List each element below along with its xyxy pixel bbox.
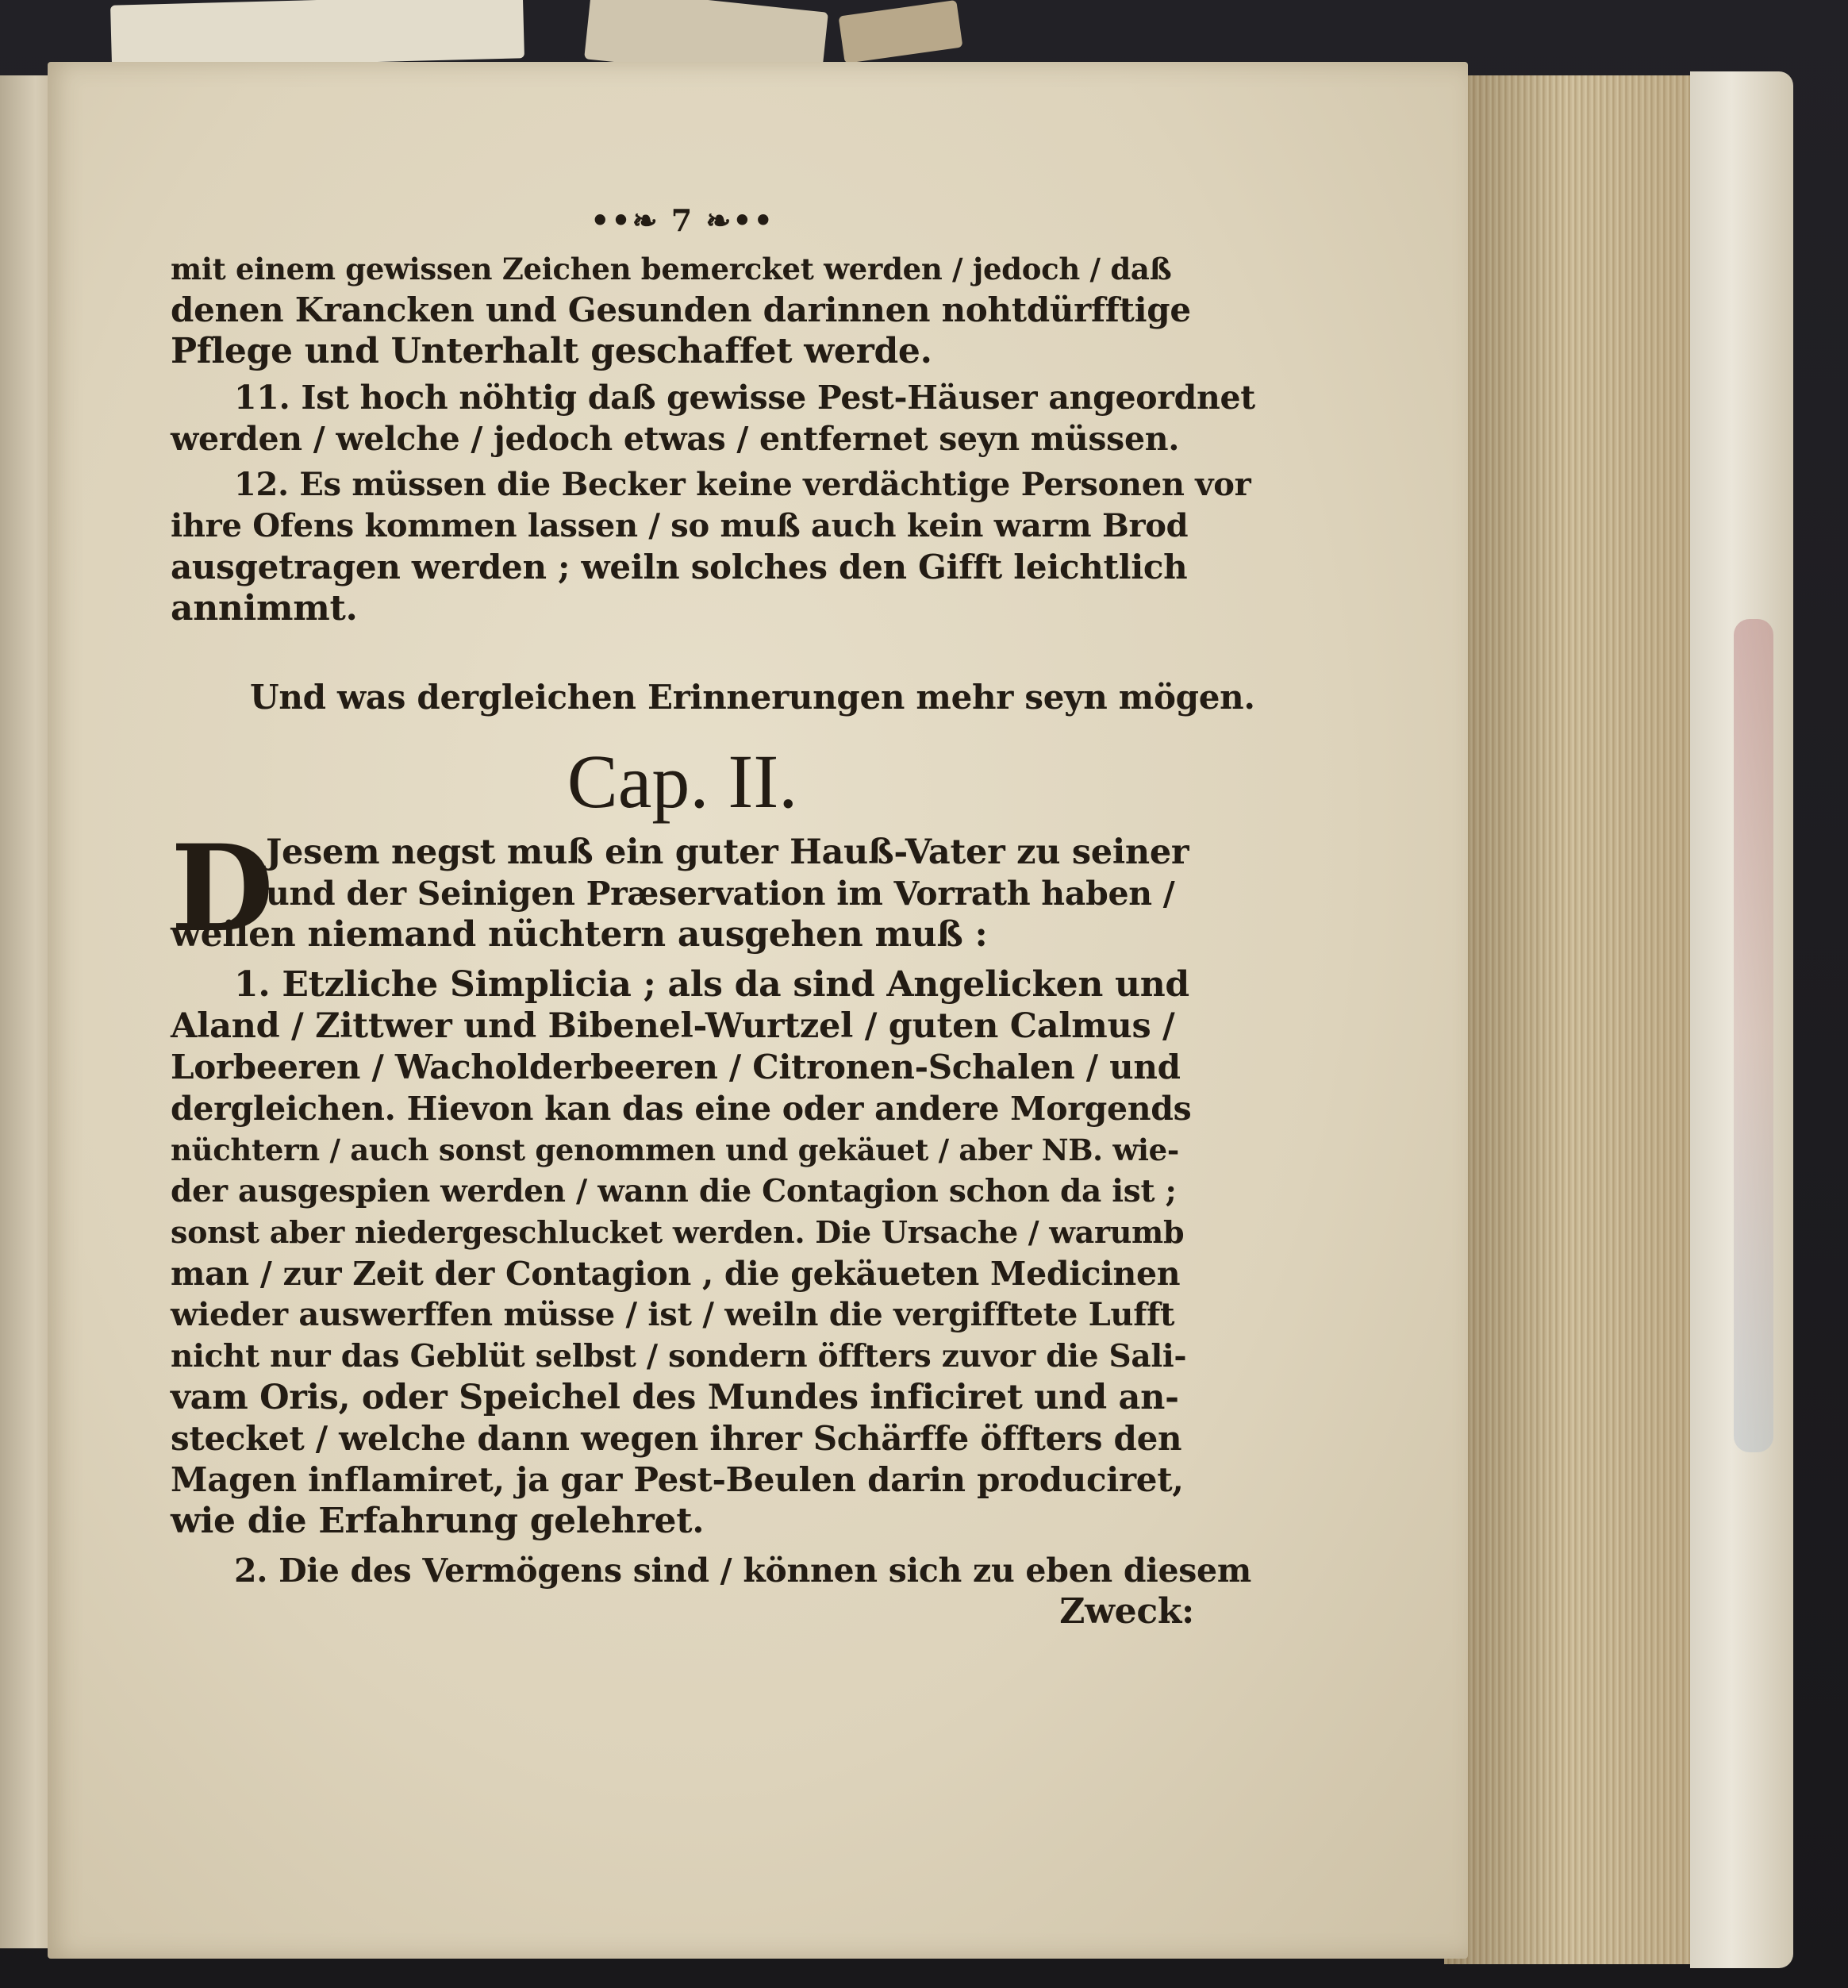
text-line: nüchtern / auch sonst genommen und gekäuet / aber NB. wie- bbox=[171, 1132, 1179, 1167]
text-line: sonst aber niedergeschlucket werden. Die Ursache / warumb bbox=[171, 1214, 1185, 1250]
text-line: man / zur Zeit der Contagion , die gekäueten Medicinen bbox=[171, 1255, 1181, 1293]
text-line: 1. Etzliche Simplicia ; als da sind Angelicken und bbox=[234, 964, 1189, 1005]
text-line: Pflege und Unterhalt geschaffet werde. bbox=[171, 331, 932, 371]
paper-scrap bbox=[110, 0, 524, 69]
catchword: Zweck: bbox=[1059, 1591, 1194, 1632]
drop-capital: D bbox=[171, 819, 275, 959]
text-line: Jesem negst muß ein guter Hauß-Vater zu seiner bbox=[266, 832, 1189, 872]
text-line: stecket / welche dann wegen ihrer Schärffe öffters den bbox=[171, 1419, 1182, 1458]
cover-stain bbox=[1734, 619, 1773, 1452]
text-line: Magen inflamiret, ja gar Pest-Beulen darin produciret, bbox=[171, 1460, 1184, 1499]
text-line: Aland / Zittwer und Bibenel-Wurtzel / guten Calmus / bbox=[171, 1006, 1175, 1046]
text-line: Und was dergleichen Erinnerungen mehr seyn mögen. bbox=[250, 678, 1255, 717]
chapter-title: Cap. II. bbox=[567, 739, 798, 824]
text-line: wie die Erfahrung gelehret. bbox=[171, 1501, 705, 1541]
text-line: denen Krancken und Gesunden darinnen nohtdürfftige bbox=[171, 290, 1191, 329]
text-line: weilen niemand nüchtern ausgehen muß : bbox=[171, 914, 988, 955]
text-line: 12. Es müssen die Becker keine verdächtige Personen vor bbox=[234, 466, 1251, 503]
text-line: ausgetragen werden ; weiln solches den Gifft leichtlich bbox=[171, 548, 1188, 586]
text-line: 11. Ist hoch nöhtig daß gewisse Pest-Häuser angeordnet bbox=[234, 379, 1255, 417]
text-line: nicht nur das Geblüt selbst / sondern öffters zuvor die Sali- bbox=[171, 1338, 1187, 1375]
text-line: dergleichen. Hievon kan das eine oder andere Morgends bbox=[171, 1090, 1192, 1128]
text-line: werden / welche / jedoch etwas / entfernet seyn müssen. bbox=[171, 420, 1180, 458]
text-line: annimmt. bbox=[171, 588, 358, 629]
text-line: vam Oris, oder Speichel des Mundes inficiret und an- bbox=[171, 1378, 1179, 1417]
text-line: 2. Die des Vermögens sind / können sich zu eben diesem bbox=[234, 1552, 1251, 1590]
page-number-header: ••❧ 7 ❧•• bbox=[590, 202, 774, 238]
text-line: ihre Ofens kommen lassen / so muß auch kein warm Brod bbox=[171, 507, 1189, 544]
text-line: der ausgespien werden / wann die Contagion schon da ist ; bbox=[171, 1173, 1177, 1209]
text-line: mit einem gewissen Zeichen bemercket werden / jedoch / daß bbox=[171, 252, 1172, 286]
text-line: und der Seinigen Præservation im Vorrath haben / bbox=[266, 875, 1175, 913]
text-line: Lorbeeren / Wacholderbeeren / Citronen-Schalen / und bbox=[171, 1048, 1181, 1086]
text-line: wieder auswerffen müsse / ist / weiln die vergifftete Lufft bbox=[171, 1296, 1175, 1333]
